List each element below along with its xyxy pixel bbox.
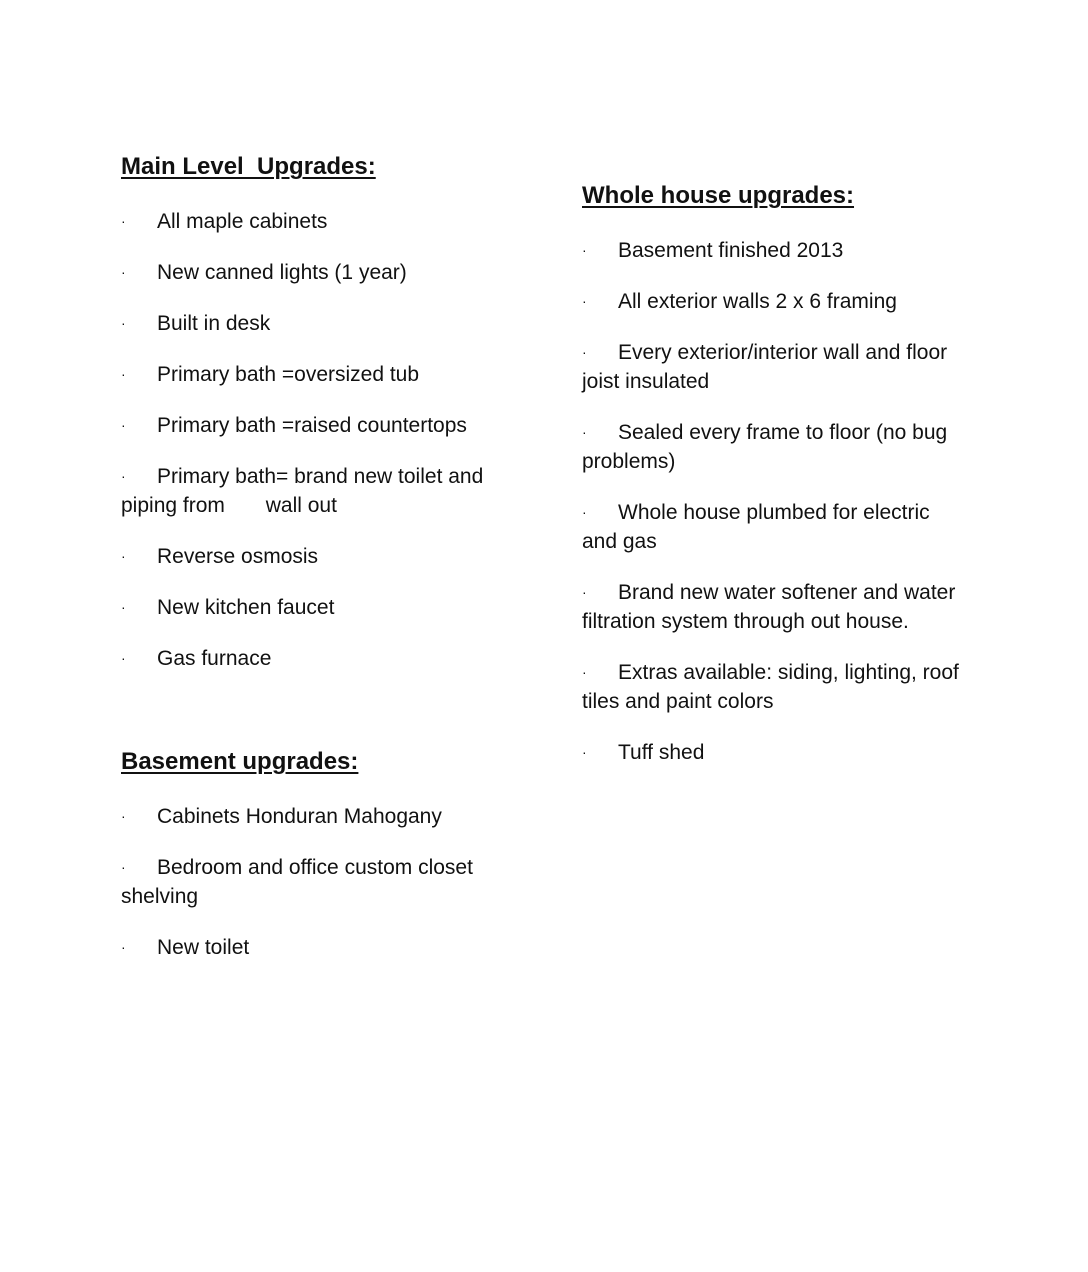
bullet: · — [582, 504, 587, 520]
list-item: · Whole house plumbed for electric and gas — [582, 498, 962, 556]
list-item: · Primary bath =oversized tub — [121, 360, 521, 389]
list-item: · New toilet — [121, 933, 521, 962]
basement-heading: Basement upgrades: — [121, 748, 359, 775]
list-item: · Bedroom and office custom closet shelving — [121, 853, 506, 911]
bullet: · — [582, 424, 587, 440]
bullet: · — [582, 744, 587, 760]
bullet: · — [582, 664, 587, 680]
list-item: · Basement finished 2013 — [582, 236, 992, 265]
bullet: · — [121, 548, 126, 564]
main-level-heading: Main Level Upgrades: — [121, 153, 376, 180]
bullet: · — [121, 468, 126, 484]
bullet: · — [582, 242, 587, 258]
list-item: · Reverse osmosis — [121, 542, 521, 571]
bullet: · — [121, 264, 126, 280]
list-item: · Primary bath =raised countertops — [121, 411, 521, 440]
list-item: · Brand new water softener and water filtration system through out house. — [582, 578, 982, 636]
bullet: · — [121, 315, 126, 331]
whole-house-heading: Whole house upgrades: — [582, 182, 855, 209]
bullet: · — [582, 293, 587, 309]
list-item: · Sealed every frame to floor (no bug problems) — [582, 418, 977, 476]
bullet: · — [121, 213, 126, 229]
bullet: · — [121, 366, 126, 382]
bullet: · — [121, 599, 126, 615]
list-item: · Extras available: siding, lighting, roof tiles and paint colors — [582, 658, 987, 716]
bullet: · — [121, 417, 126, 433]
list-item: · Tuff shed — [582, 738, 992, 767]
list-item: · Built in desk — [121, 309, 521, 338]
list-item: · All maple cabinets — [121, 207, 521, 236]
list-item: · All exterior walls 2 x 6 framing — [582, 287, 992, 316]
list-item: · Cabinets Honduran Mahogany — [121, 802, 521, 831]
bullet: · — [582, 584, 587, 600]
list-item: · Gas furnace — [121, 644, 521, 673]
bullet: · — [121, 650, 126, 666]
bullet: · — [121, 808, 126, 824]
bullet: · — [121, 859, 126, 875]
list-item: · New canned lights (1 year) — [121, 258, 521, 287]
bullet: · — [582, 344, 587, 360]
list-item: · New kitchen faucet — [121, 593, 521, 622]
list-item: · Primary bath= brand new toilet and piping from wall out — [121, 462, 511, 520]
list-item: · Every exterior/interior wall and floor joist insulated — [582, 338, 977, 396]
bullet: · — [121, 939, 126, 955]
